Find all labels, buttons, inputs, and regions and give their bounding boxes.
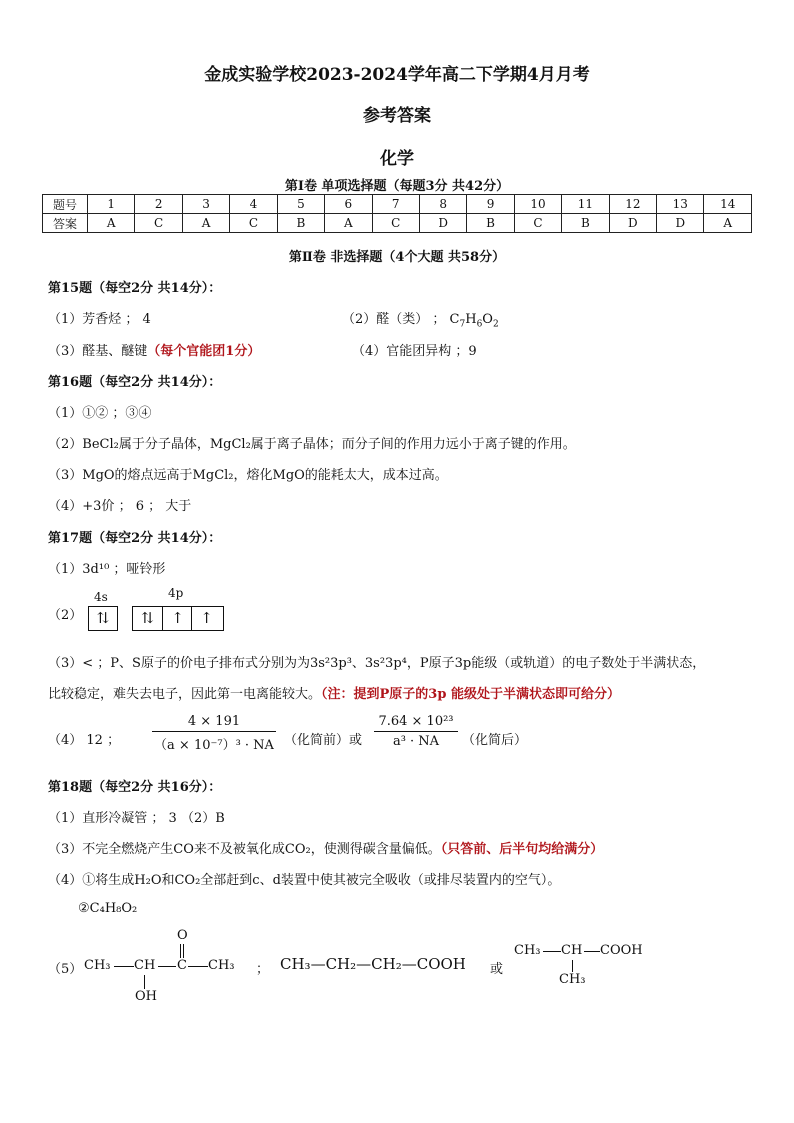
- question-number-cell: 1: [88, 195, 135, 214]
- q17-answer-3-note: （注：提到P原子的3p 能级处于半满状态即可给分）: [321, 687, 620, 702]
- formula-subscript: 7: [459, 319, 466, 330]
- answer-cell: C: [230, 214, 277, 233]
- q18-answer-4-1: （4）①将生成H₂O和CO₂全部赶到c、d装置中使其被完全吸收（或排尽装置内的空气）。: [48, 873, 561, 888]
- q15-answer-2: [342, 308, 499, 330]
- q16-title: 第16题（每空2分 共14分）：: [48, 375, 222, 390]
- q17-answer-4-label: （4） 12 ；: [48, 733, 121, 748]
- q16-answer-1: （1）①② ；③④: [48, 406, 152, 421]
- density-fraction-2: [374, 714, 458, 749]
- bond: [572, 960, 573, 972]
- formula-subscript: 6: [476, 319, 483, 330]
- q18-answer-4-2: ②C₄H₈O₂: [78, 901, 138, 916]
- q18-title: 第18题（每空2分 共16分）：: [48, 780, 222, 795]
- structure2: CH₃—CH₂—CH₂—COOH: [280, 955, 466, 973]
- formula-subscript: 2: [492, 319, 499, 330]
- answer-cell: A: [88, 214, 135, 233]
- q17-answer-3-line1: （3）< ；P、S原子的价电子排布式分别为为3s²3p³、3s²3p⁴，P原子3p能级（或轨道）的电子数处于半满状态，: [48, 656, 706, 671]
- q18-answer-3-text: （3）不完全燃烧产生CO来不及被氧化成CO₂，使测得碳含量偏低。: [48, 842, 441, 857]
- q15-answer-2-text: （2）醛（类） ； C: [342, 312, 460, 327]
- answer-cell: D: [657, 214, 704, 233]
- answer-cell: A: [325, 214, 372, 233]
- structure1-oh: OH: [135, 989, 157, 1004]
- orbital-4p-label: 4p: [168, 586, 184, 600]
- answer-cell: B: [277, 214, 324, 233]
- question-number-cell: 6: [325, 195, 372, 214]
- q16-answer-4: （4）+3价 ； 6 ； 大于: [48, 499, 192, 514]
- fraction-denominator: a³ · NA: [392, 734, 440, 749]
- orbital-box-4p: [132, 606, 224, 631]
- answer-cell: A: [182, 214, 229, 233]
- structure1-ch: CH: [134, 958, 156, 973]
- q16-answer-2: （2）BeCl₂属于分子晶体，MgCl₂属于离子晶体；而分子间的作用力远小于离子键的作用。: [48, 437, 576, 452]
- q17-answer-3-line2: [48, 683, 620, 702]
- orbital-cell: ⇅: [141, 609, 154, 627]
- density-fraction-1: [152, 714, 276, 753]
- formula-part: H: [465, 312, 477, 327]
- answer-cell: B: [467, 214, 514, 233]
- question-number-cell: 2: [135, 195, 182, 214]
- double-bond: [180, 944, 181, 958]
- orbital-box-4s: [88, 606, 118, 631]
- table-row: [43, 214, 752, 233]
- q18-answer-3-note: （只答前、后半句均给满分）: [440, 842, 604, 857]
- fraction-denominator: （a × 10⁻⁷）³ · NA: [154, 738, 274, 753]
- q18-answer-3: [48, 838, 603, 857]
- question-number-cell: 7: [372, 195, 419, 214]
- answer-cell: B: [562, 214, 609, 233]
- question-number-cell: 10: [514, 195, 561, 214]
- document-title: 金成实验学校2023-2024学年高二下学期4月月考: [204, 65, 590, 85]
- structure3-ch3-bottom: CH₃: [559, 972, 586, 987]
- q15-answer-1: （1）芳香烃 ； 4: [48, 312, 151, 327]
- bond: [543, 951, 561, 952]
- question-number-cell: 13: [657, 195, 704, 214]
- answer-cell: D: [419, 214, 466, 233]
- structure1-ch3-right: CH₃: [208, 958, 235, 973]
- orbital-4s-label: 4s: [94, 590, 108, 604]
- part1-heading: 第Ⅰ卷 单项选择题（每题3分 共42分）: [284, 179, 510, 194]
- structure3-ch: CH: [561, 943, 583, 958]
- answer-cell: C: [135, 214, 182, 233]
- structure1-ch3-left: CH₃: [84, 958, 111, 973]
- structure1-c: C: [177, 958, 187, 973]
- q15-title: 第15题（每空2分 共14分）：: [48, 281, 222, 296]
- question-number-cell: 14: [704, 195, 752, 214]
- structure3-cooh: COOH: [600, 943, 643, 958]
- question-number-cell: 8: [419, 195, 466, 214]
- q15-answer-3: [48, 340, 260, 359]
- table-header-cell: 题号: [43, 195, 88, 214]
- q17-answer-4-mid: （化简前）或: [284, 733, 363, 748]
- bond: [158, 966, 176, 967]
- q17-answer-2-label: （2）: [48, 608, 83, 623]
- table-header-cell: 答案: [43, 214, 88, 233]
- question-number-cell: 3: [182, 195, 229, 214]
- part2-heading: 第Ⅱ卷 非选择题（4个大题 共58分）: [288, 250, 506, 265]
- answer-cell: D: [609, 214, 656, 233]
- question-number-cell: 9: [467, 195, 514, 214]
- q17-answer-1: （1）3d¹⁰ ；哑铃形: [48, 562, 166, 577]
- q16-answer-3: （3）MgO的熔点远高于MgCl₂，熔化MgO的能耗太大，成本过高。: [48, 468, 448, 483]
- bond: [188, 966, 208, 967]
- q17-answer-4-end: （化简后）: [462, 733, 528, 748]
- orbital-cell: ⇅: [96, 609, 110, 627]
- orbital-cell: ↑: [191, 607, 221, 630]
- q18-answer-1: （1）直形冷凝管 ； 3 （2）B: [48, 811, 225, 826]
- answer-cell: A: [704, 214, 752, 233]
- double-bond: [183, 944, 184, 958]
- bond: [144, 975, 145, 989]
- formula-part: O: [482, 312, 493, 327]
- q15-answer-4: （4）官能团异构 ；9: [352, 344, 477, 359]
- fraction-numerator: 4 × 191: [187, 714, 241, 729]
- structure3-ch3-left: CH₃: [514, 943, 541, 958]
- orbital-cell: ↑: [162, 607, 192, 630]
- q18-answer-5-label: （5）: [48, 962, 83, 977]
- question-number-cell: 5: [277, 195, 324, 214]
- answer-cell: C: [372, 214, 419, 233]
- q17-title: 第17题（每空2分 共14分）：: [48, 531, 222, 546]
- question-number-cell: 12: [609, 195, 656, 214]
- q17-answer-3-text: 比较稳定，难失去电子，因此第一电离能较大。: [48, 687, 322, 702]
- structure1-oxygen: O: [177, 928, 188, 943]
- bond: [114, 966, 134, 967]
- question-number-cell: 4: [230, 195, 277, 214]
- answer-table: [42, 194, 752, 233]
- or-text: 或: [490, 962, 504, 977]
- bond: [584, 951, 600, 952]
- subject-title: 化学: [380, 149, 414, 169]
- answer-cell: C: [514, 214, 561, 233]
- document-subtitle: 参考答案: [363, 106, 431, 126]
- table-row: [43, 195, 752, 214]
- question-number-cell: 11: [562, 195, 609, 214]
- separator: ；: [256, 962, 270, 977]
- q15-answer-3-note: （每个官能团1分）: [147, 344, 261, 359]
- fraction-numerator: 7.64 × 10²³: [378, 714, 454, 729]
- q15-answer-3-text: （3）醛基、醚键: [48, 344, 148, 359]
